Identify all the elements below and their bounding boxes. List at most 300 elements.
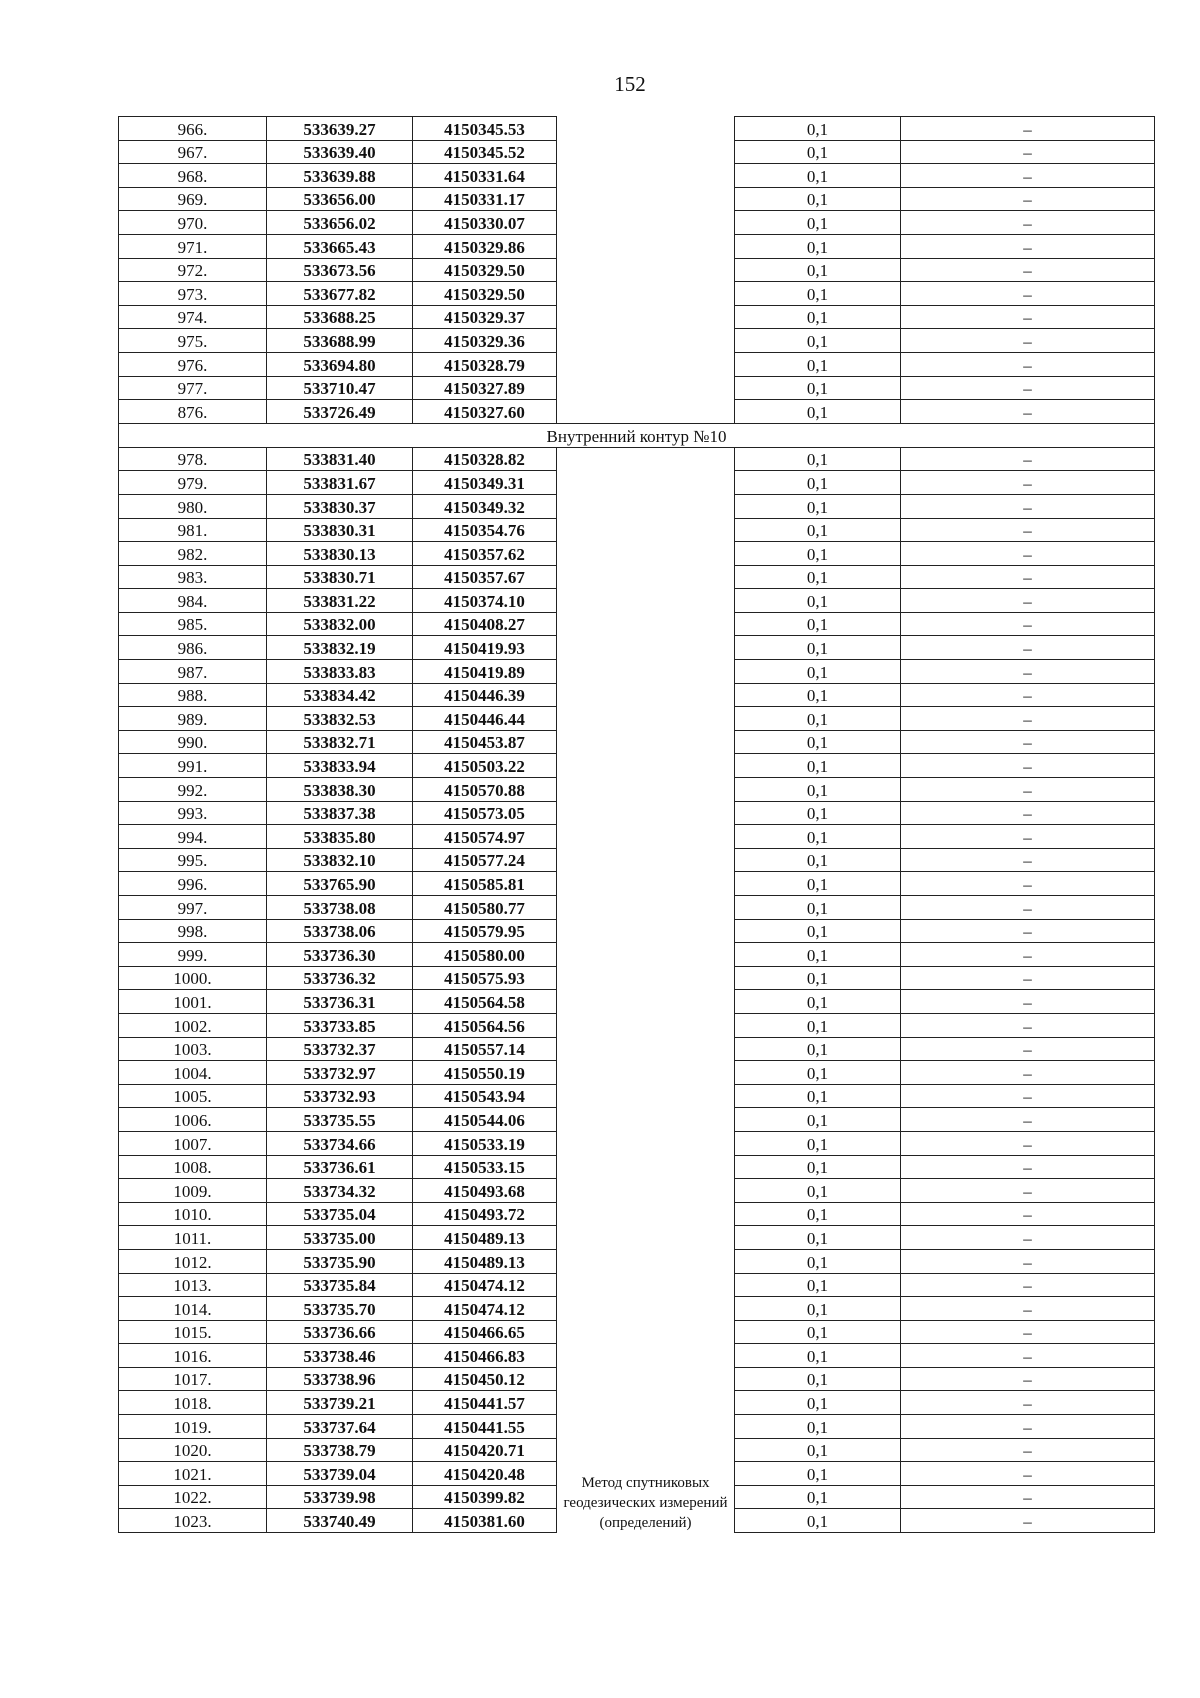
- y-coordinate: 4150544.06: [413, 1108, 557, 1132]
- y-coordinate: 4150331.17: [413, 187, 557, 211]
- x-coordinate: 533739.04: [267, 1462, 413, 1486]
- accuracy-value: 0,1: [735, 707, 901, 731]
- y-coordinate: 4150453.87: [413, 730, 557, 754]
- x-coordinate: 533688.99: [267, 329, 413, 353]
- x-coordinate: 533735.70: [267, 1297, 413, 1321]
- accuracy-value: 0,1: [735, 1155, 901, 1179]
- point-number: 985.: [119, 612, 267, 636]
- x-coordinate: 533735.55: [267, 1108, 413, 1132]
- point-number: 993.: [119, 801, 267, 825]
- dash-value: –: [901, 943, 1155, 967]
- y-coordinate: 4150574.97: [413, 825, 557, 849]
- x-coordinate: 533738.79: [267, 1438, 413, 1462]
- dash-value: –: [901, 848, 1155, 872]
- x-coordinate: 533831.22: [267, 589, 413, 613]
- x-coordinate: 533738.06: [267, 919, 413, 943]
- point-number: 995.: [119, 848, 267, 872]
- dash-value: –: [901, 896, 1155, 920]
- accuracy-value: 0,1: [735, 896, 901, 920]
- dash-value: –: [901, 1367, 1155, 1391]
- accuracy-value: 0,1: [735, 1462, 901, 1486]
- x-coordinate: 533835.80: [267, 825, 413, 849]
- accuracy-value: 0,1: [735, 943, 901, 967]
- y-coordinate: 4150570.88: [413, 778, 557, 802]
- x-coordinate: 533688.25: [267, 305, 413, 329]
- accuracy-value: 0,1: [735, 494, 901, 518]
- accuracy-value: 0,1: [735, 1509, 901, 1533]
- coordinates-table: [118, 116, 1155, 1533]
- dash-value: –: [901, 990, 1155, 1014]
- point-number: 982.: [119, 542, 267, 566]
- x-coordinate: 533732.37: [267, 1037, 413, 1061]
- section-title: Внутренний контур №10: [119, 423, 1155, 447]
- y-coordinate: 4150357.67: [413, 565, 557, 589]
- accuracy-value: 0,1: [735, 376, 901, 400]
- dash-value: –: [901, 1273, 1155, 1297]
- accuracy-value: 0,1: [735, 848, 901, 872]
- x-coordinate: 533735.90: [267, 1249, 413, 1273]
- accuracy-value: 0,1: [735, 140, 901, 164]
- dash-value: –: [901, 1344, 1155, 1368]
- dash-value: –: [901, 730, 1155, 754]
- dash-value: –: [901, 565, 1155, 589]
- accuracy-value: 0,1: [735, 660, 901, 684]
- x-coordinate: 533739.98: [267, 1485, 413, 1509]
- x-coordinate: 533832.71: [267, 730, 413, 754]
- dash-value: –: [901, 329, 1155, 353]
- point-number: 978.: [119, 447, 267, 471]
- accuracy-value: 0,1: [735, 825, 901, 849]
- y-coordinate: 4150585.81: [413, 872, 557, 896]
- point-number: 996.: [119, 872, 267, 896]
- accuracy-value: 0,1: [735, 565, 901, 589]
- y-coordinate: 4150564.56: [413, 1013, 557, 1037]
- dash-value: –: [901, 1013, 1155, 1037]
- accuracy-value: 0,1: [735, 1320, 901, 1344]
- dash-value: –: [901, 1297, 1155, 1321]
- y-coordinate: 4150420.71: [413, 1438, 557, 1462]
- point-number: 1000.: [119, 966, 267, 990]
- point-number: 1012.: [119, 1249, 267, 1273]
- point-number: 1006.: [119, 1108, 267, 1132]
- point-number: 876.: [119, 400, 267, 424]
- x-coordinate: 533734.66: [267, 1131, 413, 1155]
- accuracy-value: 0,1: [735, 966, 901, 990]
- dash-value: –: [901, 1462, 1155, 1486]
- dash-value: –: [901, 966, 1155, 990]
- y-coordinate: 4150577.24: [413, 848, 557, 872]
- accuracy-value: 0,1: [735, 234, 901, 258]
- dash-value: –: [901, 1202, 1155, 1226]
- accuracy-value: 0,1: [735, 258, 901, 282]
- dash-value: –: [901, 612, 1155, 636]
- y-coordinate: 4150329.50: [413, 258, 557, 282]
- accuracy-value: 0,1: [735, 1084, 901, 1108]
- x-coordinate: 533832.53: [267, 707, 413, 731]
- point-number: 969.: [119, 187, 267, 211]
- point-number: 997.: [119, 896, 267, 920]
- point-number: 977.: [119, 376, 267, 400]
- section-header-row: [119, 423, 1155, 447]
- dash-value: –: [901, 352, 1155, 376]
- x-coordinate: 533830.13: [267, 542, 413, 566]
- method-cell-blank: [557, 117, 735, 424]
- y-coordinate: 4150503.22: [413, 754, 557, 778]
- y-coordinate: 4150466.83: [413, 1344, 557, 1368]
- dash-value: –: [901, 754, 1155, 778]
- y-coordinate: 4150349.32: [413, 494, 557, 518]
- y-coordinate: 4150329.36: [413, 329, 557, 353]
- y-coordinate: 4150533.15: [413, 1155, 557, 1179]
- x-coordinate: 533710.47: [267, 376, 413, 400]
- dash-value: –: [901, 707, 1155, 731]
- x-coordinate: 533735.04: [267, 1202, 413, 1226]
- y-coordinate: 4150381.60: [413, 1509, 557, 1533]
- point-number: 984.: [119, 589, 267, 613]
- accuracy-value: 0,1: [735, 282, 901, 306]
- point-number: 980.: [119, 494, 267, 518]
- x-coordinate: 533738.96: [267, 1367, 413, 1391]
- x-coordinate: 533677.82: [267, 282, 413, 306]
- x-coordinate: 533665.43: [267, 234, 413, 258]
- accuracy-value: 0,1: [735, 872, 901, 896]
- point-number: 1002.: [119, 1013, 267, 1037]
- accuracy-value: 0,1: [735, 1131, 901, 1155]
- accuracy-value: 0,1: [735, 542, 901, 566]
- dash-value: –: [901, 1179, 1155, 1203]
- x-coordinate: 533737.64: [267, 1415, 413, 1439]
- y-coordinate: 4150575.93: [413, 966, 557, 990]
- point-number: 979.: [119, 471, 267, 495]
- dash-value: –: [901, 1415, 1155, 1439]
- point-number: 1009.: [119, 1179, 267, 1203]
- point-number: 972.: [119, 258, 267, 282]
- dash-value: –: [901, 471, 1155, 495]
- accuracy-value: 0,1: [735, 305, 901, 329]
- x-coordinate: 533739.21: [267, 1391, 413, 1415]
- accuracy-value: 0,1: [735, 636, 901, 660]
- accuracy-value: 0,1: [735, 1202, 901, 1226]
- dash-value: –: [901, 305, 1155, 329]
- y-coordinate: 4150580.77: [413, 896, 557, 920]
- y-coordinate: 4150399.82: [413, 1485, 557, 1509]
- point-number: 1013.: [119, 1273, 267, 1297]
- y-coordinate: 4150573.05: [413, 801, 557, 825]
- dash-value: –: [901, 1155, 1155, 1179]
- x-coordinate: 533833.94: [267, 754, 413, 778]
- point-number: 1023.: [119, 1509, 267, 1533]
- x-coordinate: 533834.42: [267, 683, 413, 707]
- accuracy-value: 0,1: [735, 1367, 901, 1391]
- x-coordinate: 533830.31: [267, 518, 413, 542]
- dash-value: –: [901, 872, 1155, 896]
- accuracy-value: 0,1: [735, 1013, 901, 1037]
- point-number: 971.: [119, 234, 267, 258]
- x-coordinate: 533639.27: [267, 117, 413, 141]
- y-coordinate: 4150331.64: [413, 164, 557, 188]
- dash-value: –: [901, 825, 1155, 849]
- x-coordinate: 533740.49: [267, 1509, 413, 1533]
- point-number: 968.: [119, 164, 267, 188]
- x-coordinate: 533694.80: [267, 352, 413, 376]
- accuracy-value: 0,1: [735, 801, 901, 825]
- y-coordinate: 4150349.31: [413, 471, 557, 495]
- dash-value: –: [901, 660, 1155, 684]
- x-coordinate: 533735.00: [267, 1226, 413, 1250]
- accuracy-value: 0,1: [735, 1037, 901, 1061]
- y-coordinate: 4150579.95: [413, 919, 557, 943]
- point-number: 1007.: [119, 1131, 267, 1155]
- y-coordinate: 4150328.79: [413, 352, 557, 376]
- y-coordinate: 4150474.12: [413, 1273, 557, 1297]
- x-coordinate: 533639.40: [267, 140, 413, 164]
- y-coordinate: 4150564.58: [413, 990, 557, 1014]
- point-number: 1005.: [119, 1084, 267, 1108]
- accuracy-value: 0,1: [735, 400, 901, 424]
- accuracy-value: 0,1: [735, 1438, 901, 1462]
- dash-value: –: [901, 211, 1155, 235]
- point-number: 976.: [119, 352, 267, 376]
- dash-value: –: [901, 518, 1155, 542]
- x-coordinate: 533832.19: [267, 636, 413, 660]
- accuracy-value: 0,1: [735, 612, 901, 636]
- point-number: 1016.: [119, 1344, 267, 1368]
- point-number: 1020.: [119, 1438, 267, 1462]
- dash-value: –: [901, 187, 1155, 211]
- accuracy-value: 0,1: [735, 1297, 901, 1321]
- accuracy-value: 0,1: [735, 211, 901, 235]
- dash-value: –: [901, 1249, 1155, 1273]
- x-coordinate: 533732.97: [267, 1061, 413, 1085]
- dash-value: –: [901, 117, 1155, 141]
- dash-value: –: [901, 1485, 1155, 1509]
- y-coordinate: 4150466.65: [413, 1320, 557, 1344]
- dash-value: –: [901, 542, 1155, 566]
- y-coordinate: 4150345.53: [413, 117, 557, 141]
- x-coordinate: 533736.30: [267, 943, 413, 967]
- x-coordinate: 533656.02: [267, 211, 413, 235]
- accuracy-value: 0,1: [735, 778, 901, 802]
- table-row: [119, 447, 1155, 471]
- x-coordinate: 533733.85: [267, 1013, 413, 1037]
- y-coordinate: 4150550.19: [413, 1061, 557, 1085]
- dash-value: –: [901, 1320, 1155, 1344]
- point-number: 974.: [119, 305, 267, 329]
- point-number: 1018.: [119, 1391, 267, 1415]
- accuracy-value: 0,1: [735, 1415, 901, 1439]
- dash-value: –: [901, 494, 1155, 518]
- point-number: 1015.: [119, 1320, 267, 1344]
- point-number: 988.: [119, 683, 267, 707]
- point-number: 1001.: [119, 990, 267, 1014]
- y-coordinate: 4150420.48: [413, 1462, 557, 1486]
- point-number: 1010.: [119, 1202, 267, 1226]
- accuracy-value: 0,1: [735, 1249, 901, 1273]
- x-coordinate: 533838.30: [267, 778, 413, 802]
- point-number: 1011.: [119, 1226, 267, 1250]
- y-coordinate: 4150441.55: [413, 1415, 557, 1439]
- x-coordinate: 533738.46: [267, 1344, 413, 1368]
- y-coordinate: 4150329.50: [413, 282, 557, 306]
- dash-value: –: [901, 1131, 1155, 1155]
- point-number: 994.: [119, 825, 267, 849]
- accuracy-value: 0,1: [735, 352, 901, 376]
- dash-value: –: [901, 1391, 1155, 1415]
- x-coordinate: 533831.67: [267, 471, 413, 495]
- x-coordinate: 533639.88: [267, 164, 413, 188]
- accuracy-value: 0,1: [735, 187, 901, 211]
- x-coordinate: 533830.37: [267, 494, 413, 518]
- accuracy-value: 0,1: [735, 329, 901, 353]
- accuracy-value: 0,1: [735, 471, 901, 495]
- x-coordinate: 533832.10: [267, 848, 413, 872]
- y-coordinate: 4150489.13: [413, 1226, 557, 1250]
- accuracy-value: 0,1: [735, 1391, 901, 1415]
- dash-value: –: [901, 1084, 1155, 1108]
- y-coordinate: 4150357.62: [413, 542, 557, 566]
- y-coordinate: 4150493.68: [413, 1179, 557, 1203]
- x-coordinate: 533736.31: [267, 990, 413, 1014]
- point-number: 989.: [119, 707, 267, 731]
- y-coordinate: 4150557.14: [413, 1037, 557, 1061]
- accuracy-value: 0,1: [735, 683, 901, 707]
- y-coordinate: 4150345.52: [413, 140, 557, 164]
- accuracy-value: 0,1: [735, 1485, 901, 1509]
- y-coordinate: 4150580.00: [413, 943, 557, 967]
- dash-value: –: [901, 589, 1155, 613]
- point-number: 998.: [119, 919, 267, 943]
- y-coordinate: 4150327.89: [413, 376, 557, 400]
- y-coordinate: 4150327.60: [413, 400, 557, 424]
- x-coordinate: 533656.00: [267, 187, 413, 211]
- point-number: 970.: [119, 211, 267, 235]
- point-number: 981.: [119, 518, 267, 542]
- dash-value: –: [901, 1061, 1155, 1085]
- x-coordinate: 533765.90: [267, 872, 413, 896]
- y-coordinate: 4150419.93: [413, 636, 557, 660]
- accuracy-value: 0,1: [735, 117, 901, 141]
- point-number: 975.: [119, 329, 267, 353]
- y-coordinate: 4150328.82: [413, 447, 557, 471]
- accuracy-value: 0,1: [735, 447, 901, 471]
- dash-value: –: [901, 164, 1155, 188]
- dash-value: –: [901, 683, 1155, 707]
- dash-value: –: [901, 801, 1155, 825]
- dash-value: –: [901, 778, 1155, 802]
- accuracy-value: 0,1: [735, 919, 901, 943]
- dash-value: –: [901, 1226, 1155, 1250]
- point-number: 966.: [119, 117, 267, 141]
- dash-value: –: [901, 1108, 1155, 1132]
- y-coordinate: 4150419.89: [413, 660, 557, 684]
- table-row: [119, 117, 1155, 141]
- accuracy-value: 0,1: [735, 990, 901, 1014]
- x-coordinate: 533831.40: [267, 447, 413, 471]
- point-number: 987.: [119, 660, 267, 684]
- point-number: 990.: [119, 730, 267, 754]
- y-coordinate: 4150446.39: [413, 683, 557, 707]
- x-coordinate: 533837.38: [267, 801, 413, 825]
- y-coordinate: 4150446.44: [413, 707, 557, 731]
- x-coordinate: 533736.61: [267, 1155, 413, 1179]
- point-number: 983.: [119, 565, 267, 589]
- y-coordinate: 4150354.76: [413, 518, 557, 542]
- x-coordinate: 533830.71: [267, 565, 413, 589]
- x-coordinate: 533673.56: [267, 258, 413, 282]
- y-coordinate: 4150489.13: [413, 1249, 557, 1273]
- accuracy-value: 0,1: [735, 1344, 901, 1368]
- point-number: 1014.: [119, 1297, 267, 1321]
- point-number: 1021.: [119, 1462, 267, 1486]
- dash-value: –: [901, 376, 1155, 400]
- x-coordinate: 533736.32: [267, 966, 413, 990]
- dash-value: –: [901, 1037, 1155, 1061]
- dash-value: –: [901, 1509, 1155, 1533]
- method-cell: [557, 447, 735, 1532]
- x-coordinate: 533738.08: [267, 896, 413, 920]
- method-text: Метод спутниковых геодезических измерений (определений): [563, 1474, 728, 1531]
- point-number: 1019.: [119, 1415, 267, 1439]
- dash-value: –: [901, 258, 1155, 282]
- accuracy-value: 0,1: [735, 1061, 901, 1085]
- x-coordinate: 533732.93: [267, 1084, 413, 1108]
- dash-value: –: [901, 282, 1155, 306]
- dash-value: –: [901, 400, 1155, 424]
- page-number: 152: [614, 72, 646, 96]
- x-coordinate: 533736.66: [267, 1320, 413, 1344]
- y-coordinate: 4150374.10: [413, 589, 557, 613]
- point-number: 1004.: [119, 1061, 267, 1085]
- x-coordinate: 533726.49: [267, 400, 413, 424]
- point-number: 999.: [119, 943, 267, 967]
- point-number: 986.: [119, 636, 267, 660]
- dash-value: –: [901, 447, 1155, 471]
- dash-value: –: [901, 636, 1155, 660]
- y-coordinate: 4150543.94: [413, 1084, 557, 1108]
- x-coordinate: 533833.83: [267, 660, 413, 684]
- accuracy-value: 0,1: [735, 518, 901, 542]
- accuracy-value: 0,1: [735, 1108, 901, 1132]
- point-number: 967.: [119, 140, 267, 164]
- accuracy-value: 0,1: [735, 754, 901, 778]
- x-coordinate: 533832.00: [267, 612, 413, 636]
- point-number: 1017.: [119, 1367, 267, 1391]
- dash-value: –: [901, 140, 1155, 164]
- y-coordinate: 4150441.57: [413, 1391, 557, 1415]
- y-coordinate: 4150493.72: [413, 1202, 557, 1226]
- point-number: 973.: [119, 282, 267, 306]
- x-coordinate: 533734.32: [267, 1179, 413, 1203]
- dash-value: –: [901, 919, 1155, 943]
- dash-value: –: [901, 234, 1155, 258]
- point-number: 1003.: [119, 1037, 267, 1061]
- y-coordinate: 4150329.37: [413, 305, 557, 329]
- accuracy-value: 0,1: [735, 589, 901, 613]
- y-coordinate: 4150408.27: [413, 612, 557, 636]
- point-number: 991.: [119, 754, 267, 778]
- accuracy-value: 0,1: [735, 164, 901, 188]
- y-coordinate: 4150474.12: [413, 1297, 557, 1321]
- accuracy-value: 0,1: [735, 730, 901, 754]
- point-number: 992.: [119, 778, 267, 802]
- y-coordinate: 4150450.12: [413, 1367, 557, 1391]
- y-coordinate: 4150329.86: [413, 234, 557, 258]
- dash-value: –: [901, 1438, 1155, 1462]
- accuracy-value: 0,1: [735, 1226, 901, 1250]
- y-coordinate: 4150533.19: [413, 1131, 557, 1155]
- point-number: 1022.: [119, 1485, 267, 1509]
- accuracy-value: 0,1: [735, 1273, 901, 1297]
